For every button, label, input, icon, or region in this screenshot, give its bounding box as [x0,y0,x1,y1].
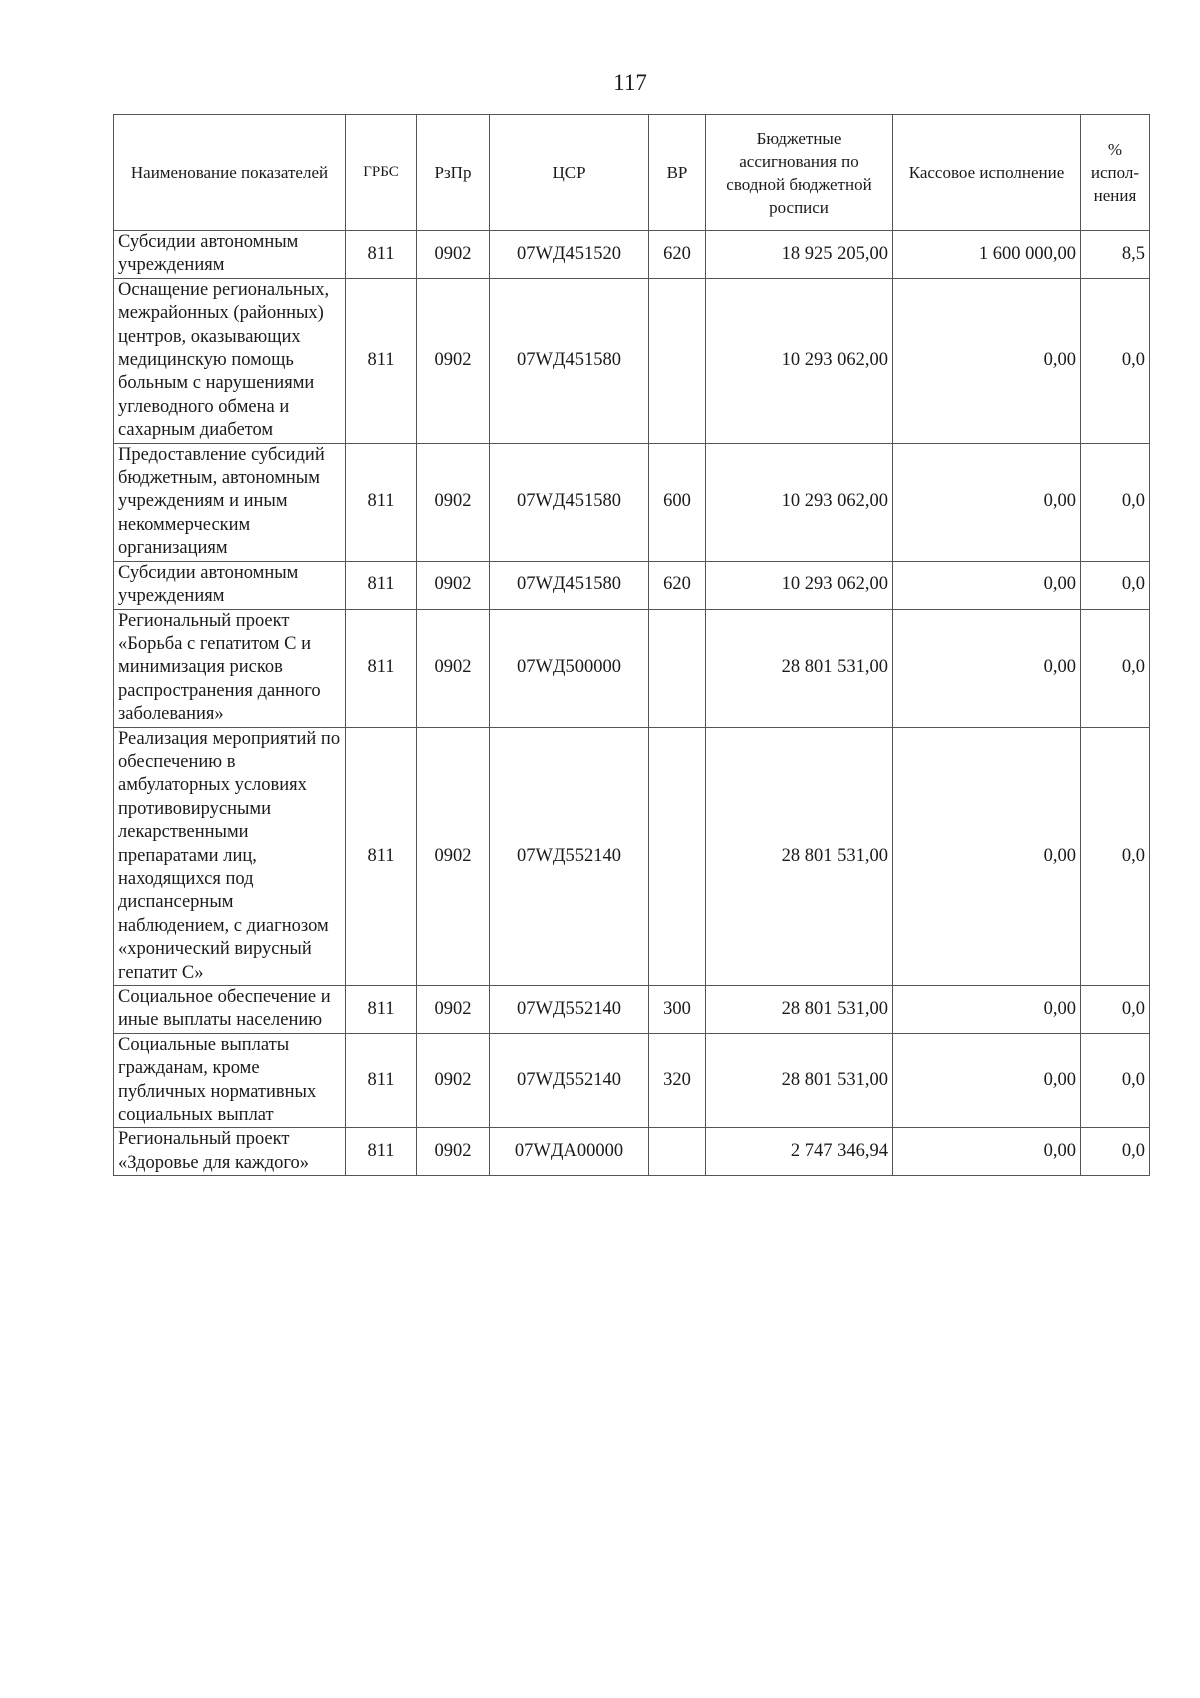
row-cash: 0,00 [893,1033,1081,1128]
row-cash: 0,00 [893,278,1081,443]
row-grbs: 811 [346,561,417,609]
row-rzpr: 0902 [417,278,490,443]
row-name: Субсидии автономным учреждениям [114,561,346,609]
row-cash: 1 600 000,00 [893,231,1081,279]
row-grbs: 811 [346,727,417,985]
row-percent: 0,0 [1081,1128,1150,1176]
header-cash: Кассовое исполнение [893,115,1081,231]
header-rzpr: РзПр [417,115,490,231]
row-grbs: 811 [346,1128,417,1176]
row-rzpr: 0902 [417,1033,490,1128]
row-name: Социальные выплаты гражданам, кроме публичных нормативных социальных выплат [114,1033,346,1128]
row-percent: 0,0 [1081,278,1150,443]
row-grbs: 811 [346,231,417,279]
row-name: Реализация мероприятий по обеспечению в амбулаторных условиях противовирусными лекарственными препаратами лиц, находящихся под диспансерным наблюдением, с диагнозом «хронический вирусный гепатит С» [114,727,346,985]
page-number: 117 [613,70,647,95]
row-rzpr: 0902 [417,727,490,985]
row-cash: 0,00 [893,1128,1081,1176]
row-vr [649,727,706,985]
row-percent: 0,0 [1081,561,1150,609]
row-grbs: 811 [346,443,417,561]
row-vr [649,609,706,727]
row-budget: 18 925 205,00 [706,231,893,279]
row-csr: 07WД451520 [490,231,649,279]
row-vr: 300 [649,986,706,1034]
row-cash: 0,00 [893,609,1081,727]
table-row [114,609,1150,727]
row-grbs: 811 [346,609,417,727]
table-header-row [114,115,1150,231]
row-budget: 28 801 531,00 [706,609,893,727]
header-csr: ЦСР [490,115,649,231]
row-budget: 28 801 531,00 [706,986,893,1034]
row-percent: 0,0 [1081,727,1150,985]
row-name: Субсидии автономным учреждениям [114,231,346,279]
row-budget: 10 293 062,00 [706,278,893,443]
row-csr: 07WД500000 [490,609,649,727]
row-csr: 07WД552140 [490,727,649,985]
row-budget: 28 801 531,00 [706,727,893,985]
row-rzpr: 0902 [417,1128,490,1176]
row-rzpr: 0902 [417,986,490,1034]
table-row [114,443,1150,561]
header-grbs: ГРБС [346,115,417,231]
row-budget: 10 293 062,00 [706,443,893,561]
row-csr: 07WДА00000 [490,1128,649,1176]
row-vr: 620 [649,231,706,279]
row-cash: 0,00 [893,561,1081,609]
budget-execution-table [113,114,1150,1176]
row-percent: 8,5 [1081,231,1150,279]
row-vr: 600 [649,443,706,561]
row-rzpr: 0902 [417,561,490,609]
table-row [114,986,1150,1034]
table-row [114,727,1150,985]
row-grbs: 811 [346,278,417,443]
row-budget: 28 801 531,00 [706,1033,893,1128]
row-vr [649,278,706,443]
table-row [114,278,1150,443]
table-row [114,1128,1150,1176]
row-csr: 07WД552140 [490,986,649,1034]
header-name: Наименование показателей [114,115,346,231]
row-percent: 0,0 [1081,443,1150,561]
row-csr: 07WД451580 [490,561,649,609]
row-vr [649,1128,706,1176]
row-vr: 320 [649,1033,706,1128]
row-csr: 07WД451580 [490,443,649,561]
row-grbs: 811 [346,986,417,1034]
row-name: Социальное обеспечение и иные выплаты населению [114,986,346,1034]
header-percent: % испол-нения [1081,115,1150,231]
row-grbs: 811 [346,1033,417,1128]
row-rzpr: 0902 [417,443,490,561]
row-rzpr: 0902 [417,609,490,727]
row-name: Предоставление субсидий бюджетным, автономным учреждениям и иным некоммерческим организациям [114,443,346,561]
row-cash: 0,00 [893,986,1081,1034]
header-budget: Бюджетные ассигнования по сводной бюджетной росписи [706,115,893,231]
header-vr: ВР [649,115,706,231]
row-budget: 2 747 346,94 [706,1128,893,1176]
row-cash: 0,00 [893,443,1081,561]
row-percent: 0,0 [1081,609,1150,727]
row-name: Региональный проект «Борьба с гепатитом С и минимизация рисков распространения данного заболевания» [114,609,346,727]
row-cash: 0,00 [893,727,1081,985]
row-percent: 0,0 [1081,986,1150,1034]
table-row [114,231,1150,279]
row-name: Региональный проект «Здоровье для каждого» [114,1128,346,1176]
row-vr: 620 [649,561,706,609]
row-budget: 10 293 062,00 [706,561,893,609]
row-percent: 0,0 [1081,1033,1150,1128]
row-csr: 07WД451580 [490,278,649,443]
table-row [114,561,1150,609]
table-row [114,1033,1150,1128]
row-csr: 07WД552140 [490,1033,649,1128]
row-name: Оснащение региональных, межрайонных (районных) центров, оказывающих медицинскую помощь больным с нарушениями углеводного обмена и сахарным диабетом [114,278,346,443]
row-rzpr: 0902 [417,231,490,279]
